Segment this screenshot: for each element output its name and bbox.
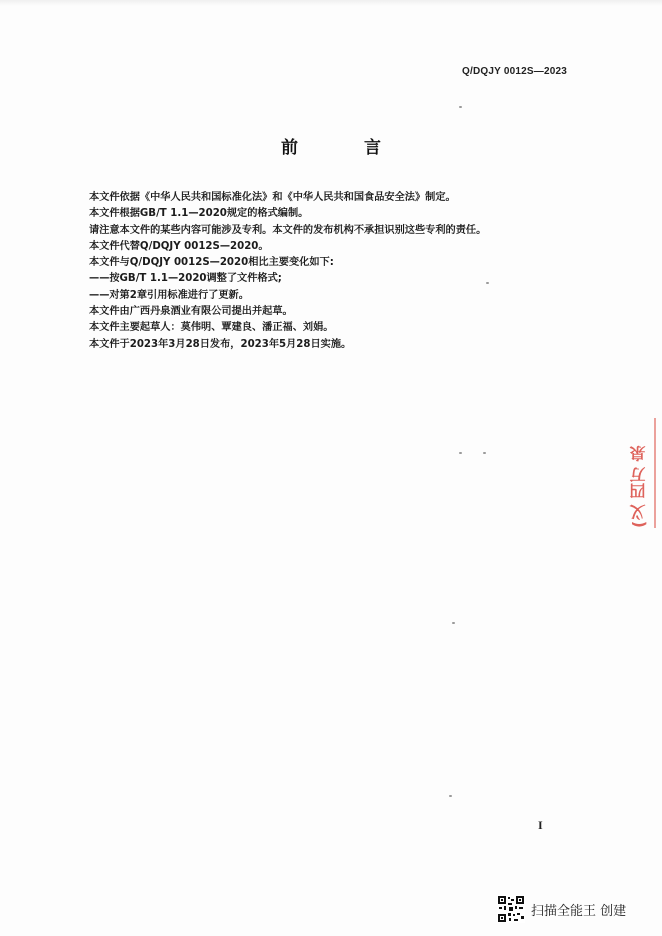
page-title: 前 言: [281, 138, 411, 158]
red-seal-stamp-fragment: (义 四万 泉: [628, 418, 656, 528]
scan-speck: [483, 452, 486, 454]
preface-line: ——对第2章引用标准进行了更新。: [89, 289, 249, 301]
preface-line: 本文件与Q/DQJY 0012S—2020相比主要变化如下:: [89, 257, 334, 269]
qr-code-icon: [497, 895, 525, 923]
scan-speck: [459, 452, 462, 454]
preface-line: 本文件由广西丹泉酒业有限公司提出并起草。: [89, 306, 293, 318]
scan-speck: [459, 106, 462, 108]
preface-line: 本文件主要起草人：莫伟明、覃建良、潘正福、刘娟。: [89, 322, 334, 334]
document-code: Q/DQJY 0012S—2023: [462, 66, 567, 77]
scan-edge-shadow: [0, 0, 662, 6]
scanner-label: 扫描全能王 创建: [531, 903, 627, 919]
preface-body: [89, 190, 569, 353]
preface-line: 本文件于2023年3月28日发布，2023年5月28日实施。: [89, 338, 352, 350]
scanner-watermark: [497, 894, 626, 924]
page-number: I: [538, 818, 543, 832]
preface-line: 本文件依据《中华人民共和国标准化法》和《中华人民共和国食品安全法》制定。: [89, 192, 456, 203]
preface-line: 本文件根据GB/T 1.1—2020规定的格式编制。: [89, 208, 309, 220]
preface-line: ——按GB/T 1.1—2020调整了文件格式;: [89, 273, 282, 285]
scan-speck: [449, 795, 452, 797]
scan-speck: [486, 282, 489, 284]
preface-line: 请注意本文件的某些内容可能涉及专利。本文件的发布机构不承担识别这些专利的责任。: [89, 224, 487, 236]
scan-speck: [452, 622, 455, 624]
preface-line: 本文件代替Q/DQJY 0012S—2020。: [89, 240, 269, 252]
